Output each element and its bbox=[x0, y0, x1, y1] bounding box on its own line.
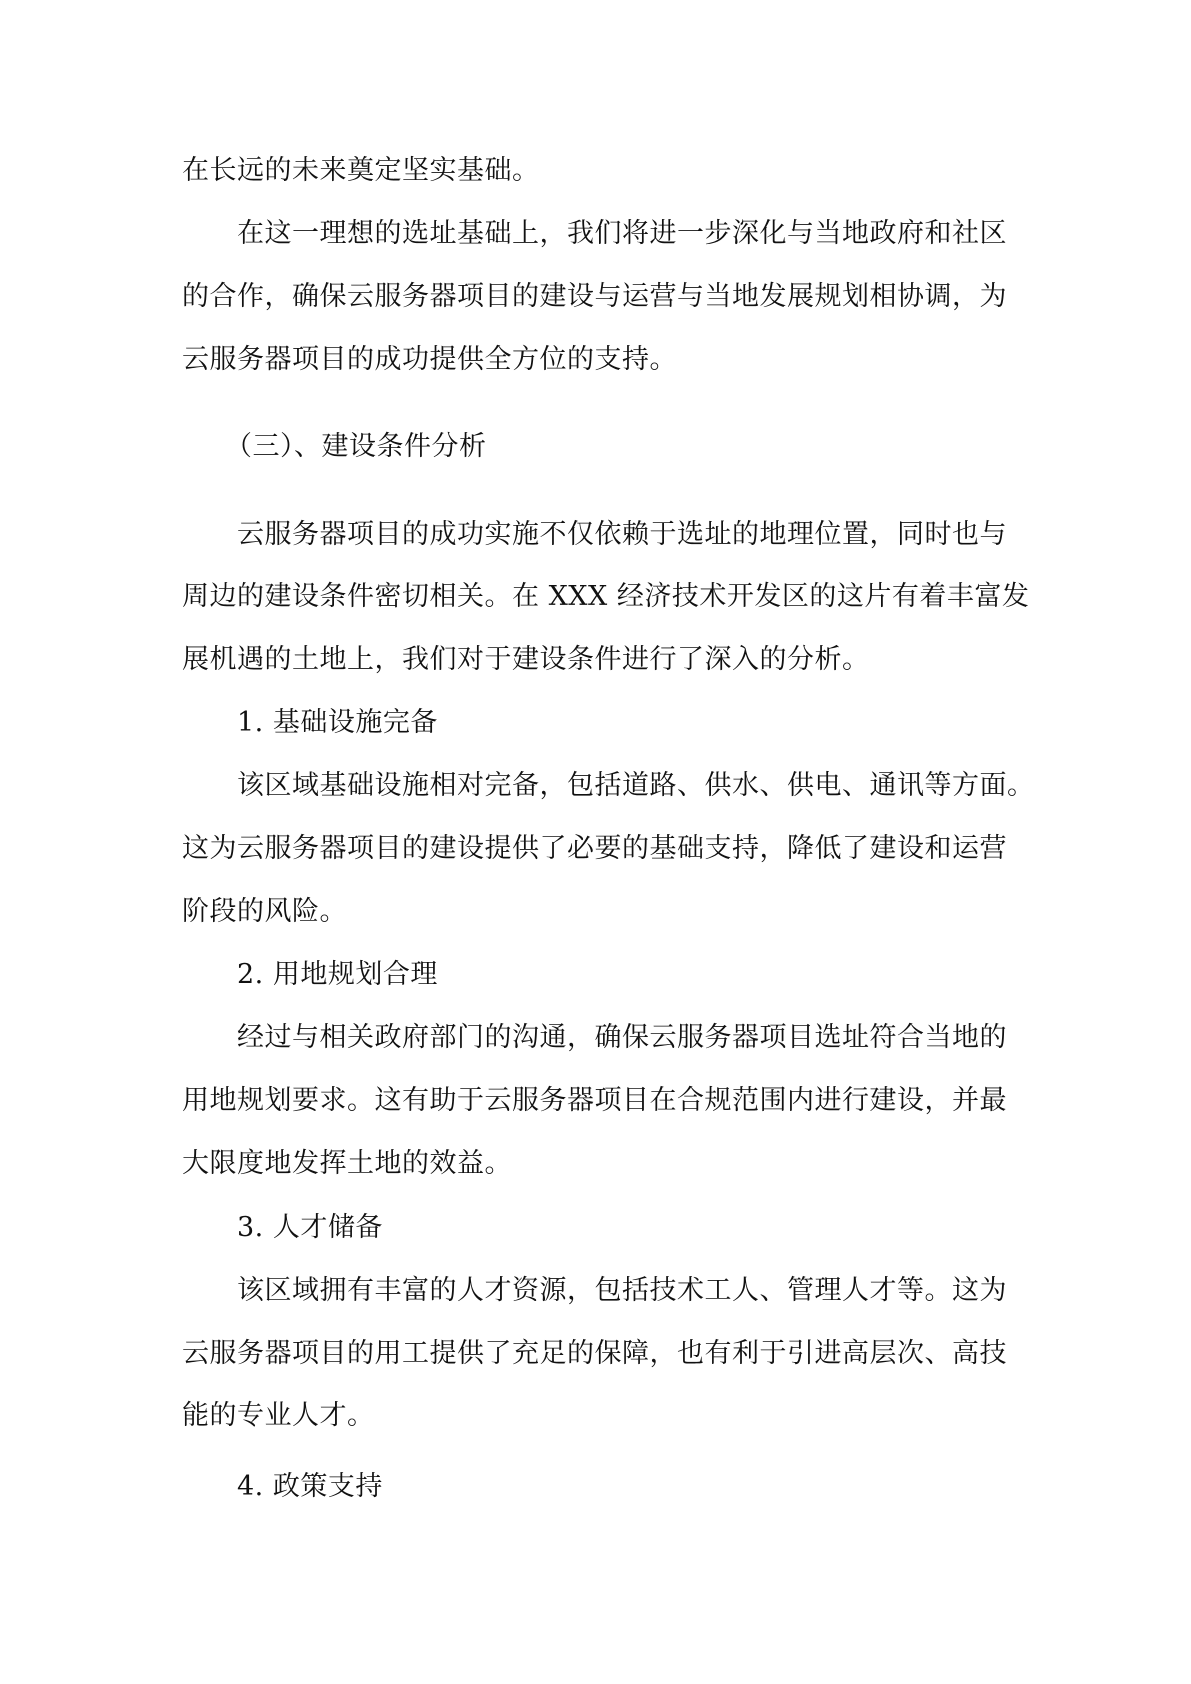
paragraph-line: 该区域基础设施相对完备，包括道路、供水、供电、通讯等方面。 bbox=[237, 770, 1035, 801]
subheading-talent: 3. 人才储备 bbox=[237, 1212, 383, 1243]
paragraph-line: 阶段的风险。 bbox=[182, 896, 347, 927]
paragraph-line: 这为云服务器项目的建设提供了必要的基础支持，降低了建设和运营 bbox=[182, 833, 1007, 864]
paragraph-line: 的合作，确保云服务器项目的建设与运营与当地发展规划相协调，为 bbox=[182, 281, 1007, 312]
paragraph-line: 能的专业人才。 bbox=[182, 1400, 375, 1431]
paragraph-line: 大限度地发挥土地的效益。 bbox=[182, 1148, 512, 1179]
subheading-policy: 4. 政策支持 bbox=[237, 1471, 383, 1502]
paragraph-line: 在这一理想的选址基础上，我们将进一步深化与当地政府和社区 bbox=[237, 218, 1007, 249]
paragraph-line: 云服务器项目的用工提供了充足的保障，也有利于引进高层次、高技 bbox=[182, 1338, 1007, 1369]
subheading-land-planning: 2. 用地规划合理 bbox=[237, 959, 438, 990]
subheading-infrastructure: 1. 基础设施完备 bbox=[237, 707, 438, 738]
paragraph-line: 在长远的未来奠定坚实基础。 bbox=[182, 155, 540, 186]
paragraph-line: 周边的建设条件密切相关。在 XXX 经济技术开发区的这片有着丰富发 bbox=[182, 581, 1030, 612]
paragraph-line: 经过与相关政府部门的沟通，确保云服务器项目选址符合当地的 bbox=[237, 1022, 1007, 1053]
paragraph-line: 展机遇的土地上，我们对于建设条件进行了深入的分析。 bbox=[182, 644, 870, 675]
paragraph-line: 云服务器项目的成功提供全方位的支持。 bbox=[182, 344, 677, 375]
paragraph-line: 云服务器项目的成功实施不仅依赖于选址的地理位置，同时也与 bbox=[237, 519, 1007, 550]
paragraph-line: 该区域拥有丰富的人才资源，包括技术工人、管理人才等。这为 bbox=[237, 1275, 1007, 1306]
section-heading: （三）、建设条件分析 bbox=[225, 431, 487, 462]
paragraph-line: 用地规划要求。这有助于云服务器项目在合规范围内进行建设，并最 bbox=[182, 1085, 1007, 1116]
